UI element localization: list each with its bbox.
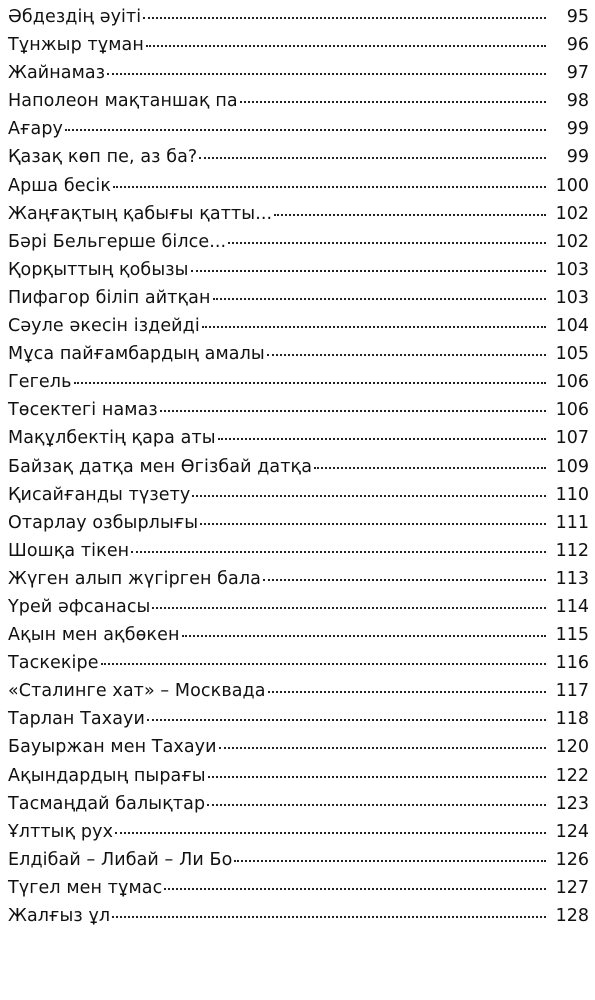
toc-entry-page-number: 117 <box>555 681 589 702</box>
toc-entry-page-number: 105 <box>555 344 589 365</box>
toc-entry-title: Тарлан Тахауи <box>8 709 145 730</box>
toc-entry-title: Бауыржан мен Тахауи <box>8 737 217 758</box>
toc-entry-title: Гегель <box>8 372 72 393</box>
toc-entry-title: Төсектегі намаз <box>8 400 158 421</box>
toc-entry-page-number: 100 <box>555 175 589 196</box>
dot-leader <box>65 129 546 131</box>
toc-entry[interactable] <box>8 705 595 733</box>
toc-entry-page-number: 116 <box>555 653 589 674</box>
toc-entry[interactable] <box>8 846 595 874</box>
toc-entry-page-number: 104 <box>555 316 589 337</box>
toc-entry-page-number: 115 <box>555 625 589 646</box>
toc-entry[interactable] <box>8 509 595 537</box>
dot-leader <box>192 495 546 497</box>
toc-entry-page-number: 110 <box>555 484 589 505</box>
toc-entry-page-number: 126 <box>555 849 589 870</box>
toc-entry-page-number: 95 <box>566 7 589 27</box>
toc-entry-title: Қорқыттың қобызы <box>8 259 189 280</box>
dot-leader <box>107 73 546 75</box>
toc-entry-title: Қазақ көп пе, аз ба? <box>8 147 198 168</box>
toc-entry[interactable] <box>8 396 595 424</box>
dot-leader <box>200 523 546 525</box>
toc-entry-page-number: 123 <box>555 793 589 814</box>
dot-leader <box>274 214 546 216</box>
toc-entry-page-number: 97 <box>566 63 589 84</box>
toc-entry-title: Шошқа тікен <box>8 540 130 561</box>
dot-leader <box>202 326 546 328</box>
toc-entry-page-number: 128 <box>555 906 589 926</box>
toc-entry-title: Үрей әфсанасы <box>8 596 151 617</box>
toc-entry[interactable] <box>8 677 595 705</box>
dot-leader <box>263 579 546 581</box>
toc-entry-title: Наполеон мақтаншақ па <box>8 91 238 112</box>
dot-leader <box>147 719 546 721</box>
toc-entry-title: Қисайғанды түзету <box>8 484 191 505</box>
toc-entry-page-number: 99 <box>566 119 589 140</box>
dot-leader <box>182 635 546 637</box>
toc-entry-page-number: 120 <box>555 737 589 758</box>
dot-leader <box>143 17 546 19</box>
toc-entry[interactable] <box>8 593 595 621</box>
toc-entry[interactable] <box>8 818 595 846</box>
dot-leader <box>115 832 546 834</box>
dot-leader <box>160 410 546 412</box>
toc-entry-title: Ақын мен ақбөкен <box>8 625 180 646</box>
toc-entry[interactable] <box>8 368 595 396</box>
dot-leader <box>164 888 546 890</box>
toc-entry-page-number: 106 <box>555 400 589 421</box>
dot-leader <box>199 157 546 159</box>
toc-entry[interactable] <box>8 115 595 143</box>
toc-entry[interactable] <box>8 424 595 452</box>
dot-leader <box>207 804 546 806</box>
toc-entry-page-number: 118 <box>555 709 589 730</box>
toc-entry[interactable] <box>8 762 595 790</box>
toc-entry[interactable] <box>8 284 595 312</box>
toc-entry-title: Жайнамаз <box>8 63 106 84</box>
dot-leader <box>267 354 546 356</box>
toc-entry-title: Отарлау озбырлығы <box>8 512 199 533</box>
toc-entry-title: Пифагор біліп айтқан <box>8 287 211 308</box>
toc-entry[interactable] <box>8 200 595 228</box>
toc-entry[interactable] <box>8 87 595 115</box>
toc-entry[interactable] <box>8 790 595 818</box>
toc-entry-title: Тасмаңдай балықтар <box>8 793 206 814</box>
toc-entry-page-number: 111 <box>555 512 589 533</box>
toc-entry-page-number: 103 <box>555 287 589 308</box>
toc-entry-title: Ағару <box>8 119 63 140</box>
dot-leader <box>101 663 546 665</box>
toc-entry-page-number: 124 <box>555 821 589 842</box>
toc-entry-page-number: 98 <box>566 91 589 112</box>
dot-leader <box>268 691 546 693</box>
toc-entry[interactable] <box>8 3 595 31</box>
toc-entry[interactable] <box>8 565 595 593</box>
dot-leader <box>228 242 546 244</box>
toc-entry-title: Мақұлбектің қара аты <box>8 428 216 449</box>
toc-entry-title: Таскекіре <box>8 653 99 674</box>
toc-entry-page-number: 112 <box>555 540 589 561</box>
toc-entry[interactable] <box>8 537 595 565</box>
dot-leader <box>219 747 546 749</box>
dot-leader <box>240 101 546 103</box>
toc-entry[interactable] <box>8 649 595 677</box>
toc-entry-page-number: 102 <box>555 231 589 252</box>
toc-entry-title: Бәрі Бельгерше білсе... <box>8 231 227 252</box>
toc-entry-title: Жалғыз ұл <box>8 906 111 926</box>
toc-entry-page-number: 96 <box>566 35 589 56</box>
toc-entry-page-number: 114 <box>555 596 589 617</box>
toc-entry-page-number: 122 <box>555 765 589 786</box>
toc-entry-title: Сәуле әкесін іздейді <box>8 316 200 337</box>
dot-leader <box>131 551 546 553</box>
toc-entry[interactable] <box>8 31 595 59</box>
dot-leader <box>152 607 546 609</box>
toc-entry[interactable] <box>8 256 595 284</box>
toc-entry[interactable] <box>8 481 595 509</box>
toc-entry[interactable] <box>8 340 595 368</box>
toc-entry[interactable] <box>8 733 595 761</box>
toc-entry-title: «Сталинге хат» – Москвада <box>8 681 266 702</box>
dot-leader <box>314 467 546 469</box>
toc-entry-page-number: 99 <box>566 147 589 168</box>
toc-entry[interactable] <box>8 143 595 171</box>
dot-leader <box>113 186 546 188</box>
dot-leader <box>208 776 546 778</box>
toc-entry[interactable] <box>8 312 595 340</box>
dot-leader <box>191 270 546 272</box>
dot-leader <box>213 298 546 300</box>
toc-entry-page-number: 109 <box>555 456 589 477</box>
dot-leader <box>112 916 546 918</box>
toc-entry-title: Жүген алып жүгірген бала <box>8 568 261 589</box>
toc-entry-page-number: 127 <box>555 877 589 898</box>
dot-leader <box>74 382 547 384</box>
dot-leader <box>218 438 546 440</box>
toc-entry-title: Ұлттық рух <box>8 821 114 842</box>
toc-entry[interactable] <box>8 172 595 200</box>
dot-leader <box>234 860 546 862</box>
toc-entry-title: Жаңғақтың қабығы қатты... <box>8 203 273 224</box>
toc-entry[interactable] <box>8 59 595 87</box>
toc-entry[interactable] <box>8 453 595 481</box>
toc-entry-title: Әбдездің әуіті <box>8 7 142 27</box>
toc-entry-page-number: 102 <box>555 203 589 224</box>
toc-entry[interactable] <box>8 902 595 930</box>
toc-entry-title: Мұса пайғамбардың амалы <box>8 344 265 365</box>
toc-entry-title: Байзақ датқа мен Өгізбай датқа <box>8 456 313 477</box>
toc-entry-page-number: 107 <box>555 428 589 449</box>
toc-entry-title: Ақындардың пырағы <box>8 765 206 786</box>
toc-entry[interactable] <box>8 874 595 902</box>
toc-entry-page-number: 113 <box>555 568 589 589</box>
toc-entry-title: Тұнжыр тұман <box>8 35 144 56</box>
toc-entry-title: Арша бесік <box>8 175 111 196</box>
toc-entry-page-number: 106 <box>555 372 589 393</box>
toc-entry-title: Елдібай – Либай – Ли Бо <box>8 849 233 870</box>
toc-list <box>8 0 595 930</box>
dot-leader <box>146 45 546 47</box>
toc-entry-page-number: 103 <box>555 259 589 280</box>
toc-entry[interactable] <box>8 228 595 256</box>
toc-entry-title: Түгел мен тұмас <box>8 877 163 898</box>
toc-entry[interactable] <box>8 621 595 649</box>
